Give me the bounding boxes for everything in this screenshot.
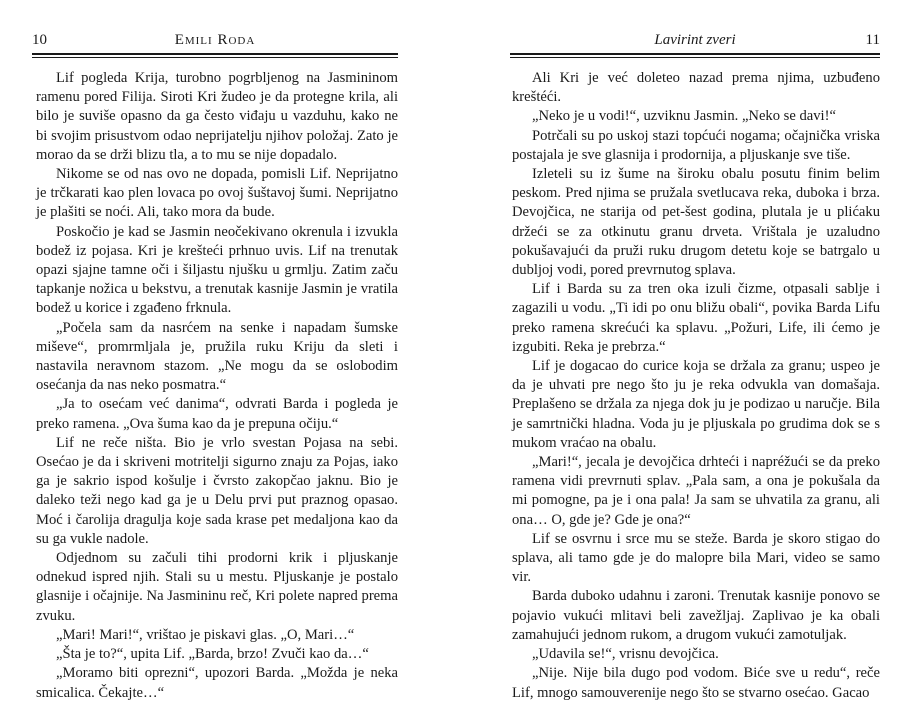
paragraph: Izleteli su iz šume na široku obalu posutu finim belim peskom. Pred njima se pružala svetlucava reka, duboka i brza. Devojčica, ne starija od pet-šest godina, plutala je u plićaku držeći se za otkinutu granu drveta. Vrištala je uzaludno pokušavajući da pruži ruku drugom detetu koje se batrgalo u dubljoj vodi, pored prevrnutog splava. — [512, 166, 880, 279]
page-number: 11 — [865, 32, 880, 48]
paragraph: Lif pogleda Krija, turobno pogrbljenog na Jasmininom ramenu pored Filija. Siroti Kri žudeo je da protegne krila, ali bilo je suviše opasno da ga često viđaju u vazduhu, kako ne bi svojim prisustvom odao neprijatelju njihov položaj. Zato je morao da se drži blizu tla, a to mu se nije dopadalo. — [36, 70, 398, 163]
running-head-title: Lavirint zveri — [654, 32, 736, 48]
paragraph: Barda duboko udahnu i zaroni. Trenutak kasnije ponovo se pojavio vukući mlitavi beli zavežljaj. Zaplivao je ka obali zamahujući jednom rukom, a drugom vukući zamotuljak. — [512, 588, 880, 643]
paragraph: Odjednom su začuli tihi prodorni krik i pljuskanje odnekud ispred njih. Stali su u mestu. Pljuskanje je postalo glasnije i očajnije. Na Jasmininu reč, Kri polete napred prema zvuku. — [36, 550, 398, 624]
paragraph: „Mari!“, jecala je devojčica drhteći i napréžući se da preko ramena vidi prevrnuti splav. „Pala sam, a ona je pokušala da mi pomogne, pa je i ona pala! Ja sam se uhvatila za granu, ali ona… O, gde je? Gde je ona?“ — [512, 454, 880, 528]
paragraph: „Udavila se!“, vrisnu devojčica. — [532, 646, 719, 663]
paragraph: Nikome se od nas ovo ne dopada, pomisli Lif. Neprijatno je trčkarati kao plen lovaca po ovoj šuštavoj šumi. Neprijatno je plašiti se noći. Ali, tako mora da bude. — [36, 166, 398, 221]
left-page-header — [32, 32, 398, 52]
right-page-body — [512, 69, 880, 703]
paragraph: Ali Kri je već doleteo nazad prema njima, uzbuđeno kreštéći. — [512, 70, 880, 106]
right-page — [456, 0, 911, 700]
header-rule — [32, 53, 398, 55]
paragraph: Lif ne reče ništa. Bio je vrlo svestan Pojasa na sebi. Osećao je da i skriveni motritelji sigurno znaju za Pojas, iako ga je sakrio ispod košulje i čvrsto zakopčao jaknu. Bio je daleko teži nego kad ga je u Delu prvi put praznog opasao. Moć i čarolija dragulja koje sada krase pet medaljona kao da su ga vukle nadole. — [36, 434, 398, 547]
paragraph: Poskočio je kad se Jasmin neočekivano okrenula i izvukla bodež iz pojasa. Kri je krešteći prhnuo uvis. Lif na trenutak opazi sjajne tamne oči i šiljastu njušku u grmlju. Zatim začu tapkanje nožica u bekstvu, a trenutak kasnije Jasmin je vratila bodež u korice i zgađeno frknula. — [36, 223, 398, 317]
running-head-author: Emili Roda — [174, 32, 256, 48]
right-page-header — [510, 32, 880, 52]
left-page — [0, 0, 455, 700]
paragraph: Lif i Barda su za tren oka izuli čizme, otpasali sablje i zagazili u vodu. „Ti idi po onu bližu obali“, povika Barda Lifu preko ramena skrećući ka splavu. „Požuri, Life, ili ćemo je izgubiti. Reka je prebrza.“ — [512, 281, 880, 355]
paragraph: „Šta je to?“, upita Lif. „Barda, brzo! Zvuči kao da…“ — [56, 646, 369, 663]
header-rule — [510, 53, 880, 55]
paragraph: „Moramo biti oprezni“, upozori Barda. „Možda je neka smicalica. Čekajte…“ — [36, 665, 398, 701]
paragraph: „Počela sam da nasrćem na senke i napadam šumske miševe“, promrmljala je, pružila ruku Kriju da sleti i nastavila neravnom stazom. „Ne mogu da se oslobodim osećanja da nas neko posmatra.“ — [36, 319, 398, 394]
paragraph: „Nije. Nije bila dugo pod vodom. Biće sve u redu“, reče Lif, mnogo samouverenije nego što se stvarno osećao. Gacao — [512, 665, 880, 701]
paragraph: „Mari! Mari!“, vrištao je piskavi glas. „O, Mari…“ — [56, 626, 355, 643]
paragraph: „Neko je u vodi!“, uzviknu Jasmin. „Neko se davi!“ — [532, 108, 836, 125]
paragraph: Potrčali su po uskoj stazi topćući nogama; očajnička vriska postajala je sve glasnija i prodornija, a pljuskanje sve tiše. — [512, 127, 880, 163]
paragraph: Lif je dogacao do curice koja se držala za granu; uspeo je da je uhvati pre nego što ju je reka odvukla van domašaja. Preplašeno se držala za njega dok ju je podizao u naručje. Bila je samrtnički hladna. Voda ju je pljuskala po grudima dok se s mukom vraćao na obalu. — [512, 358, 880, 451]
left-page-body — [36, 69, 398, 703]
paragraph: Lif se osvrnu i srce mu se steže. Barda je skoro stigao do splava, ali tamo gde je do malopre bila Mari, video se samo vir. — [512, 530, 880, 586]
page-number: 10 — [32, 32, 47, 48]
paragraph: „Ja to osećam već danima“, odvrati Barda i pogleda je preko ramena. „Ova šuma kao da je prepuna očiju.“ — [36, 396, 398, 432]
